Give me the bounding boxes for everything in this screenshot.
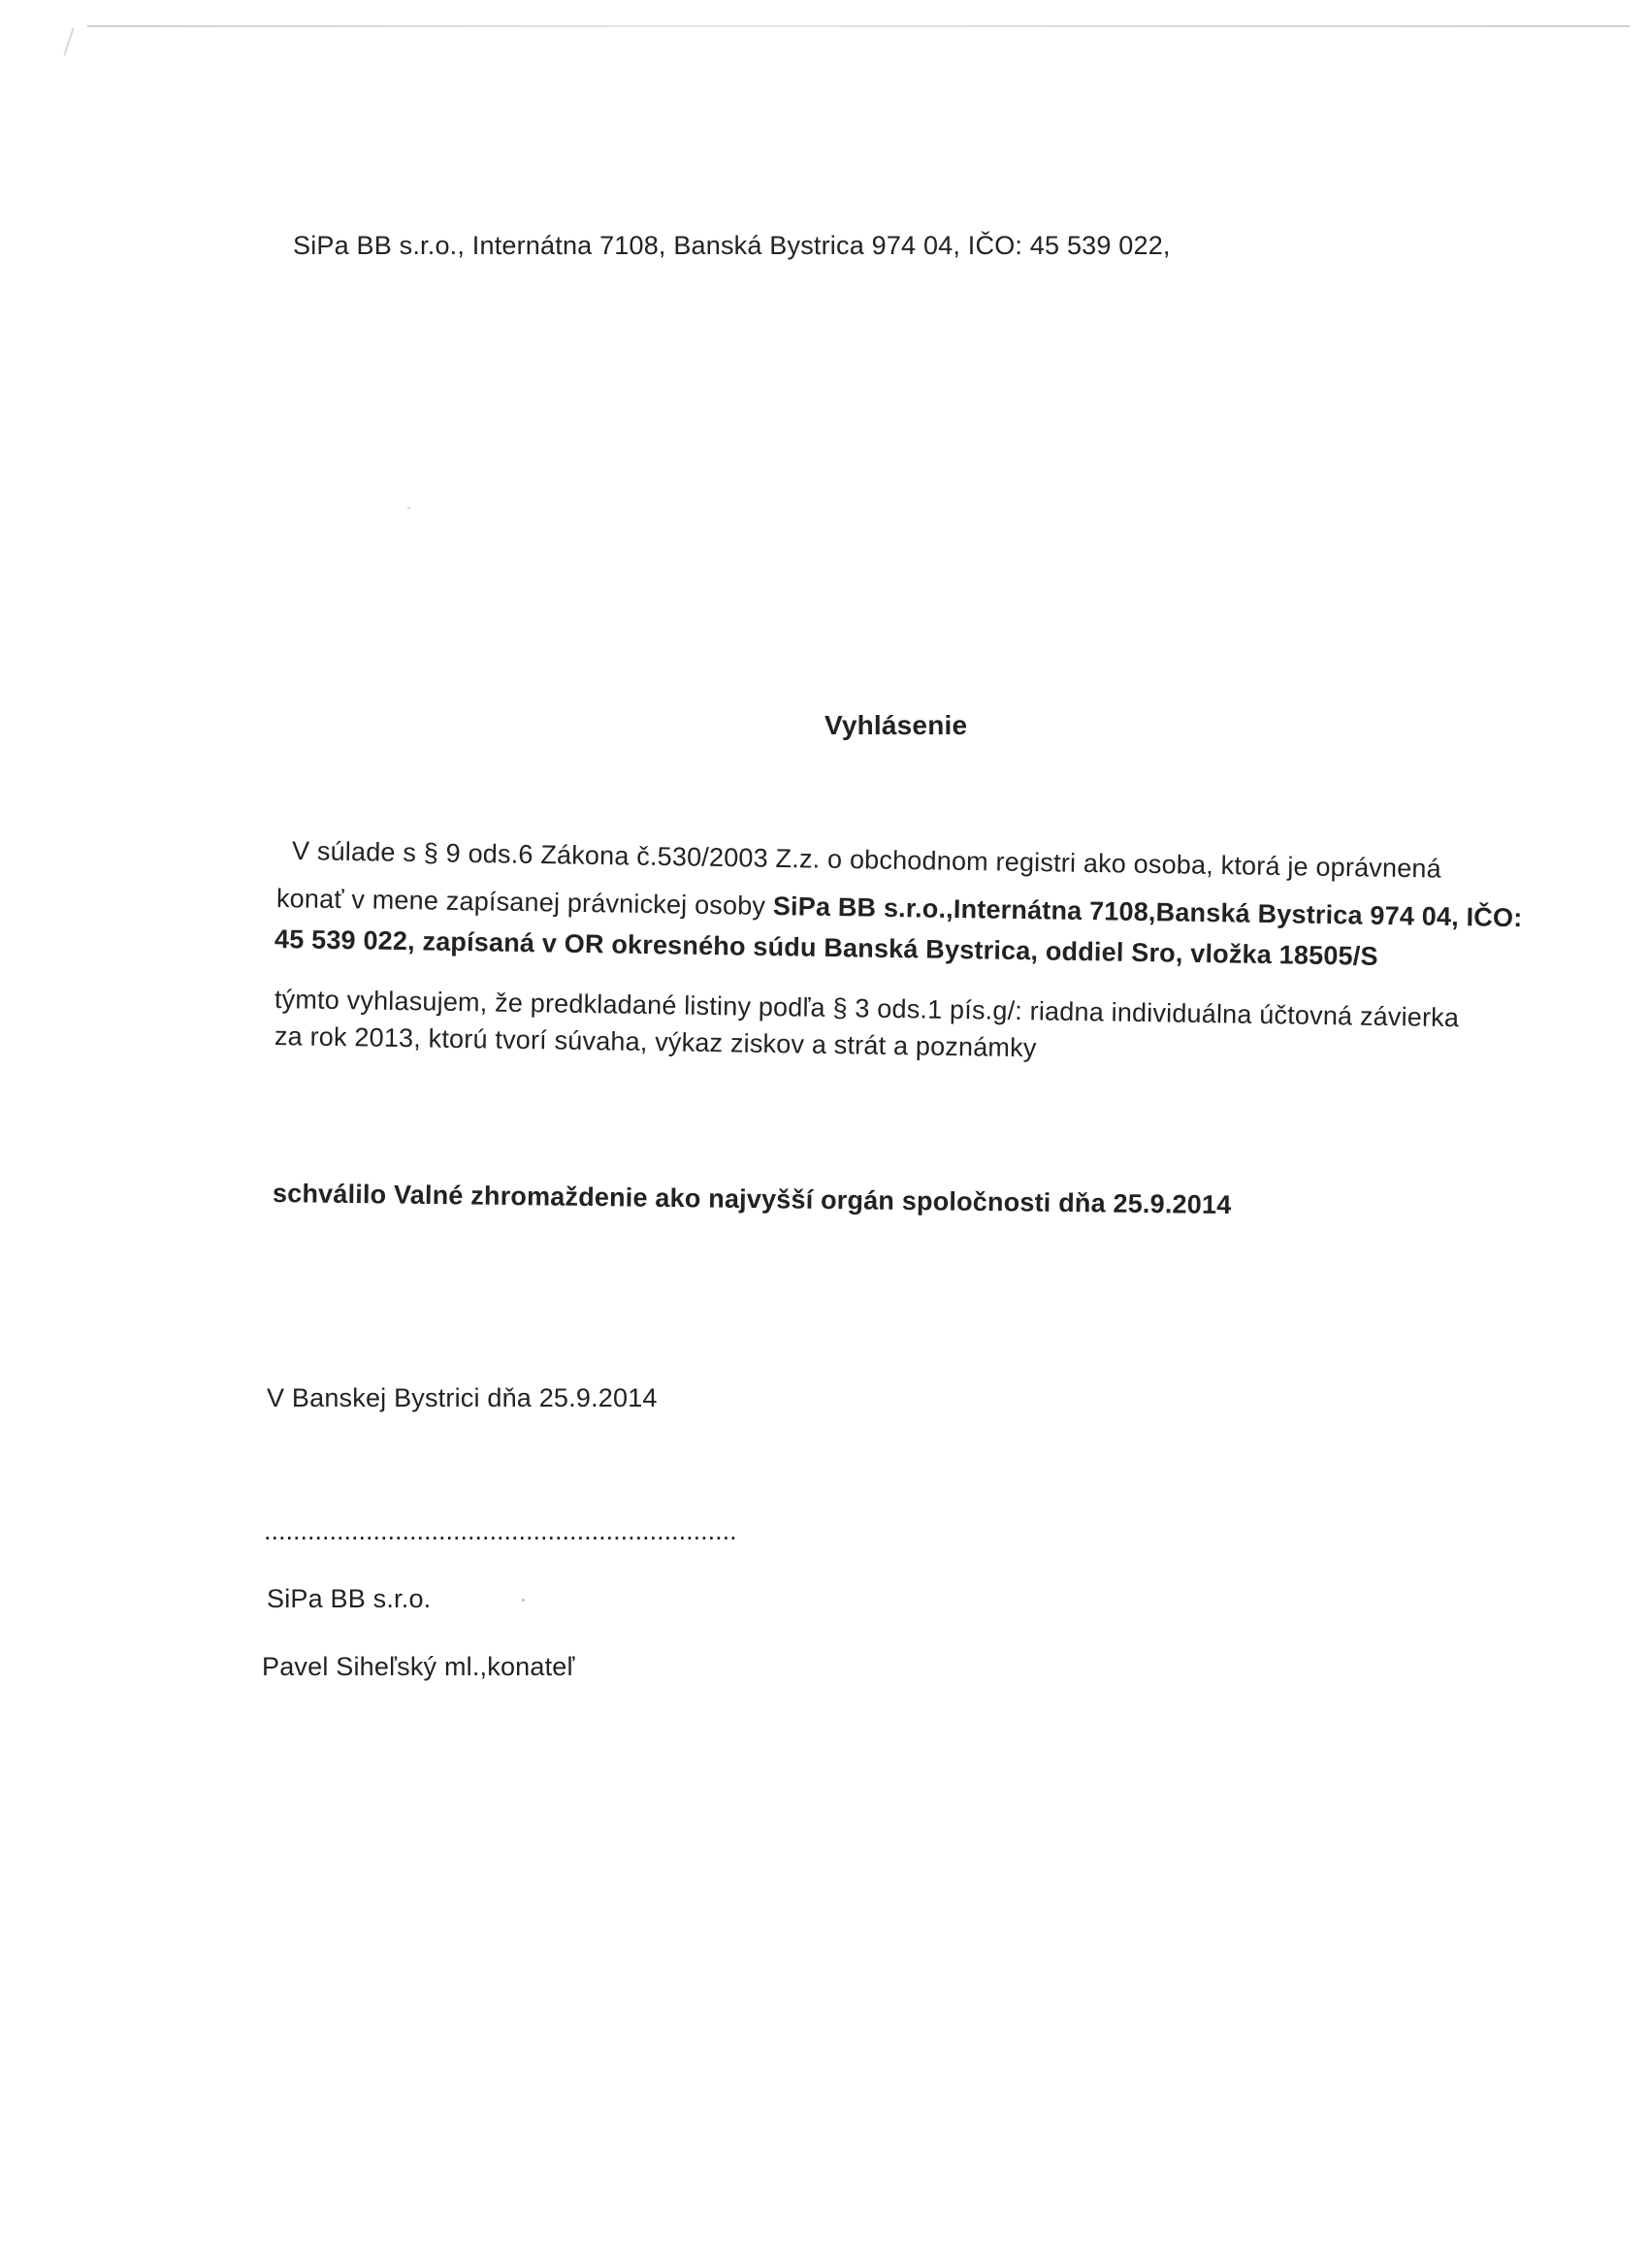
company-header: SiPa BB s.r.o., Internátna 7108, Banská Bystrica 974 04, IČO: 45 539 022, [293,231,1171,260]
place-and-date: V Banskej Bystrici dňa 25.9.2014 [267,1383,658,1412]
approval-statement: schválilo Valné zhromaždenie ako najvyšší orgán spoločnosti dňa 25.9.2014 [272,1179,1232,1220]
statement-line-4: týmto vyhlasujem, že predkladané listiny podľa § 3 ods.1 pís.g/: riadna individuálna účtovná závierka [274,985,1460,1033]
scan-speck [407,506,410,509]
statement-line-3: 45 539 022, zapísaná v OR okresného súdu Banská Bystrica, oddiel Sro, vložka 18505/S [274,924,1378,971]
document-title: Vyhlásenie [824,710,968,740]
signature-line: ................................................................. [264,1516,737,1545]
statement-line-2-bold: SiPa BB s.r.o.,Internátna 7108,Banská Bystrica 974 04, IČO: [772,891,1523,933]
signature-signer: Pavel Siheľský ml.,konateľ [262,1652,575,1681]
statement-line-5: za rok 2013, ktorú tvorí súvaha, výkaz ziskov a strát a poznámky [274,1021,1037,1063]
statement-line-1: V súlade s § 9 ods.6 Zákona č.530/2003 Z.z. o obchodnom registri ako osoba, ktorá je oprávnená [291,836,1442,884]
signature-company: SiPa BB s.r.o. [267,1584,432,1613]
scan-speck [522,1599,525,1602]
scan-corner-mark [63,27,74,55]
scan-edge-line [87,25,1630,27]
statement-line-2-plain: konať v mene zapísanej právnickej osoby [275,884,774,922]
